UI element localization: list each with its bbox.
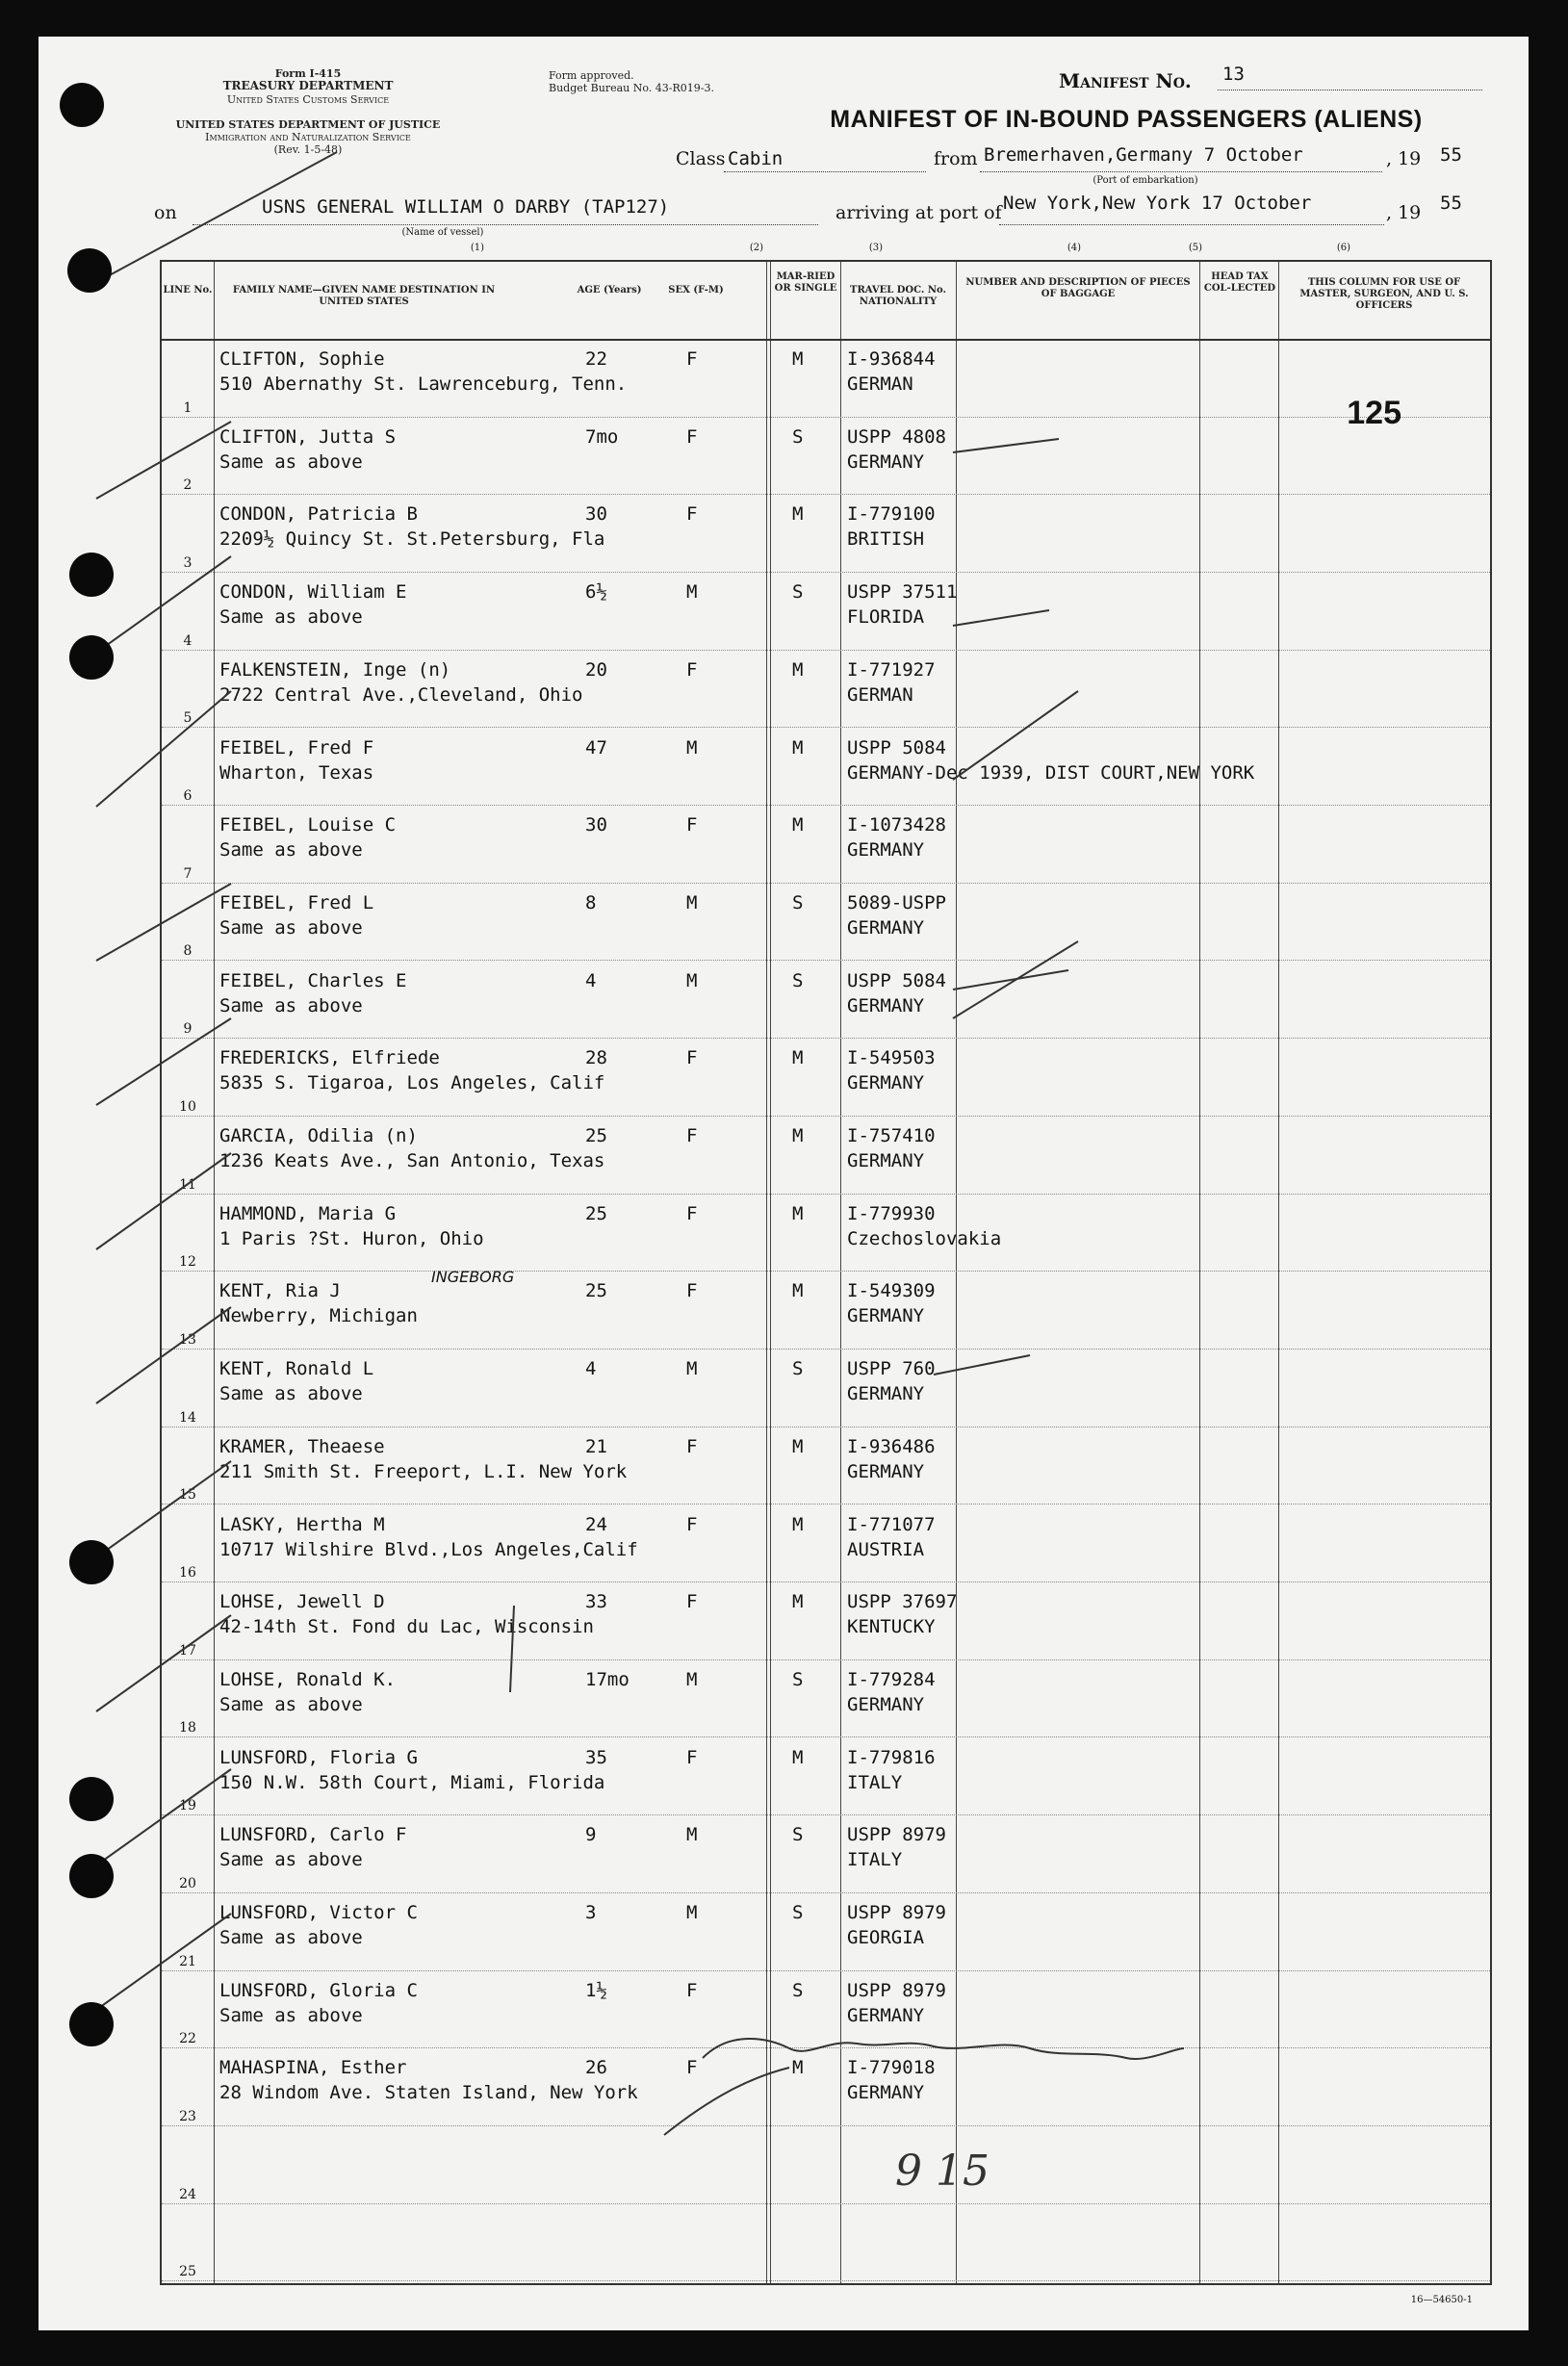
- cell-doc: I-1073428: [847, 814, 946, 836]
- cell-age: 17mo: [585, 1668, 630, 1690]
- cell-age: 4: [585, 1358, 597, 1380]
- year-prefix-1: , 19: [1386, 148, 1422, 169]
- cell-ms: M: [792, 1125, 804, 1146]
- class-value: Cabin: [728, 148, 784, 169]
- line-number: 21: [179, 1953, 196, 1969]
- cell-age: 9: [585, 1824, 597, 1846]
- line-number: 3: [183, 554, 193, 571]
- cell-name: FALKENSTEIN, Inge (n): [219, 658, 451, 681]
- cell-doc: USPP 5084: [847, 969, 946, 991]
- year-2: 55: [1440, 193, 1462, 214]
- cell-age: 20: [585, 658, 607, 681]
- handwritten-total: 9 15: [895, 2147, 990, 2196]
- budget-label: Budget Bureau No. 43-R019-3.: [549, 82, 715, 94]
- binder-hole: [60, 83, 104, 127]
- cell-doc: USPP 4808: [847, 425, 946, 448]
- cell-dest: 5835 S. Tigaroa, Los Angeles, Calif: [219, 1072, 605, 1094]
- cell-age: 22: [585, 348, 607, 370]
- cell-name: CLIFTON, Jutta S: [219, 425, 397, 448]
- cell-age: 33: [585, 1591, 607, 1613]
- cell-dest: Same as above: [219, 1383, 363, 1405]
- cell-sex: M: [686, 1902, 698, 1923]
- cell-sex: M: [686, 1358, 698, 1380]
- cell-ms: M: [792, 348, 804, 370]
- manifest-number: 13: [1222, 64, 1245, 85]
- cell-nat: GERMANY-Dec 1939, DIST COURT,NEW YORK: [847, 761, 1255, 784]
- cell-nat: GERMANY: [847, 1150, 925, 1171]
- cell-name: LOHSE, Jewell D: [219, 1591, 385, 1613]
- cell-doc: I-936486: [847, 1435, 936, 1457]
- line-number: 5: [183, 710, 193, 727]
- cell-doc: I-549309: [847, 1280, 936, 1302]
- binder-hole: [67, 248, 112, 293]
- cell-ms: M: [792, 2057, 804, 2079]
- arriving-label: arriving at port of: [835, 202, 1002, 223]
- line-number: 24: [179, 2186, 196, 2202]
- year-prefix-2: , 19: [1386, 202, 1422, 223]
- cell-ms: M: [792, 1047, 804, 1069]
- cell-dest: 42-14th St. Fond du Lac, Wisconsin: [219, 1616, 594, 1638]
- justice-label: UNITED STATES DEPARTMENT OF JUSTICE: [175, 118, 441, 131]
- cell-age: 6½: [585, 581, 607, 604]
- cell-name: LUNSFORD, Floria G: [219, 1746, 418, 1768]
- cell-name: GARCIA, Odilia (n): [219, 1125, 418, 1146]
- cell-sex: F: [686, 1047, 698, 1069]
- cell-sex: F: [686, 2057, 698, 2079]
- cell-age: 25: [585, 1125, 607, 1146]
- cell-age: 25: [585, 1280, 607, 1302]
- cell-name: LOHSE, Ronald K.: [219, 1668, 397, 1690]
- cell-dest: Same as above: [219, 606, 363, 629]
- cell-name: HAMMOND, Maria G: [219, 1202, 397, 1224]
- revision-label: (Rev. 1-5-48): [273, 143, 343, 156]
- binder-hole: [69, 635, 114, 680]
- cell-sex: F: [686, 1125, 698, 1146]
- col-married-header: MAR-RIED OR SINGLE: [774, 271, 837, 294]
- cell-nat: GERMANY: [847, 994, 925, 1016]
- cell-name: LUNSFORD, Gloria C: [219, 1979, 418, 2001]
- line-number: 13: [179, 1331, 196, 1348]
- cell-nat: GERMANY: [847, 839, 925, 862]
- cell-age: 25: [585, 1202, 607, 1224]
- cell-dest: Same as above: [219, 1693, 363, 1715]
- cell-age: 26: [585, 2057, 607, 2079]
- cell-doc: I-779816: [847, 1746, 936, 1768]
- cell-doc: USPP 8979: [847, 1824, 946, 1846]
- col-age-header: AGE (Years): [577, 285, 642, 296]
- cell-dest: 10717 Wilshire Blvd.,Los Angeles,Calif: [219, 1538, 638, 1560]
- line-number: 19: [179, 1798, 196, 1814]
- cell-sex: F: [686, 658, 698, 681]
- line-number: 8: [183, 943, 193, 960]
- cell-nat: GERMANY: [847, 1305, 925, 1327]
- manifest-sheet: [39, 37, 1529, 2330]
- vessel-name: USNS GENERAL WILLIAM O DARBY (TAP127): [262, 196, 670, 218]
- col-num-1: (1): [470, 243, 485, 253]
- cell-sex: M: [686, 891, 698, 913]
- cell-ms: S: [792, 1902, 804, 1923]
- cell-ms: M: [792, 736, 804, 759]
- cell-dest: Same as above: [219, 839, 363, 862]
- cell-nat: BRITISH: [847, 528, 925, 551]
- cell-doc: I-779100: [847, 503, 936, 526]
- customs-label: United States Customs Service: [226, 93, 390, 106]
- cell-doc: USPP 760: [847, 1358, 936, 1380]
- cell-doc: I-757410: [847, 1125, 936, 1146]
- cell-sex: M: [686, 1824, 698, 1846]
- cell-sex: M: [686, 969, 698, 991]
- cell-dest: Same as above: [219, 450, 363, 473]
- cell-ms: M: [792, 658, 804, 681]
- cell-dest: Same as above: [219, 994, 363, 1016]
- cell-ms: M: [792, 1746, 804, 1768]
- from-label: from: [934, 148, 978, 169]
- cell-dest: Same as above: [219, 1849, 363, 1871]
- form-number: Form I-415: [274, 67, 342, 80]
- cell-name: LASKY, Hertha M: [219, 1513, 385, 1535]
- handwritten-marks: [39, 37, 1529, 2330]
- cell-name: MAHASPINA, Esther: [219, 2057, 407, 2079]
- cell-sex: M: [686, 736, 698, 759]
- cell-nat: GERMANY: [847, 916, 925, 939]
- cell-doc: USPP 37511: [847, 581, 958, 604]
- cell-doc: USPP 8979: [847, 1979, 946, 2001]
- col-name-header: FAMILY NAME—GIVEN NAME DESTINATION IN UNITED STATES: [232, 285, 496, 307]
- binder-hole: [69, 1854, 114, 1898]
- cell-nat: GERMAN: [847, 683, 913, 706]
- cell-nat: GERMANY: [847, 450, 925, 473]
- line-number: 6: [183, 788, 193, 804]
- cell-ms: M: [792, 1513, 804, 1535]
- col-headtax-header: HEAD TAX COL-LECTED: [1203, 271, 1276, 294]
- line-number: 12: [179, 1254, 196, 1271]
- col-num-3: (3): [868, 243, 884, 253]
- cell-sex: F: [686, 1202, 698, 1224]
- cell-dest: Same as above: [219, 1927, 363, 1948]
- cell-doc: I-771927: [847, 658, 936, 681]
- cell-sex: F: [686, 425, 698, 448]
- line-number: 2: [183, 477, 193, 494]
- line-number: 22: [179, 2031, 196, 2047]
- line-number: 15: [179, 1487, 196, 1504]
- cell-dest: 510 Abernathy St. Lawrenceburg, Tenn.: [219, 373, 628, 395]
- line-number: 25: [179, 2264, 196, 2280]
- cell-doc: I-549503: [847, 1047, 936, 1069]
- cell-doc: USPP 37697: [847, 1591, 958, 1613]
- cell-sex: F: [686, 1979, 698, 2001]
- cell-sex: F: [686, 1435, 698, 1457]
- manifest-no-label: Manifest No.: [1059, 69, 1192, 92]
- cell-name: FEIBEL, Charles E: [219, 969, 407, 991]
- cell-name: CONDON, William E: [219, 581, 407, 604]
- year-1: 55: [1440, 144, 1462, 166]
- cell-age: 4: [585, 969, 597, 991]
- cell-nat: GERMAN: [847, 373, 913, 395]
- line-number: 11: [179, 1176, 196, 1193]
- cell-sex: F: [686, 1280, 698, 1302]
- col-sex-header: SEX (F-M): [668, 285, 724, 296]
- cell-sex: F: [686, 1591, 698, 1613]
- cell-name: FEIBEL, Fred F: [219, 736, 374, 759]
- manifest-title: MANIFEST OF IN-BOUND PASSENGERS (ALIENS): [830, 106, 1423, 133]
- cell-nat: ITALY: [847, 1771, 903, 1793]
- cell-doc: I-779018: [847, 2057, 936, 2079]
- cell-age: 24: [585, 1513, 607, 1535]
- line-number: 20: [179, 1875, 196, 1891]
- cell-dest: 211 Smith St. Freeport, L.I. New York: [219, 1460, 628, 1482]
- line-number: 18: [179, 1720, 196, 1736]
- handwritten-note: INGEBORG: [431, 1268, 515, 1287]
- cell-age: 30: [585, 503, 607, 526]
- footer-code: 16—54650-1: [1410, 2295, 1473, 2305]
- line-number: 17: [179, 1642, 196, 1659]
- cell-dest: 2722 Central Ave.,Cleveland, Ohio: [219, 683, 583, 706]
- cell-nat: ITALY: [847, 1849, 903, 1871]
- cell-nat: GERMANY: [847, 2082, 925, 2104]
- cell-name: KRAMER, Theaese: [219, 1435, 385, 1457]
- cell-ms: M: [792, 1591, 804, 1613]
- col-travel-header: TRAVEL DOC. No. NATIONALITY: [850, 285, 946, 307]
- cell-ms: S: [792, 1824, 804, 1846]
- cell-sex: F: [686, 814, 698, 836]
- cell-doc: I-779930: [847, 1202, 936, 1224]
- line-number: 7: [183, 865, 193, 882]
- col-num-4: (4): [1067, 243, 1082, 253]
- cell-age: 1½: [585, 1979, 607, 2001]
- cell-doc: I-936844: [847, 348, 936, 370]
- cell-doc: USPP 8979: [847, 1902, 946, 1923]
- line-number: 4: [183, 632, 193, 649]
- embarkation-value: Bremerhaven,Germany 7 October: [984, 144, 1303, 166]
- line-number: 23: [179, 2108, 196, 2124]
- cell-doc: USPP 5084: [847, 736, 946, 759]
- cell-age: 28: [585, 1047, 607, 1069]
- cell-age: 8: [585, 891, 597, 913]
- cell-name: KENT, Ria J: [219, 1280, 341, 1302]
- cell-dest: Same as above: [219, 2004, 363, 2026]
- cell-dest: Newberry, Michigan: [219, 1305, 418, 1327]
- cell-sex: M: [686, 581, 698, 604]
- binder-hole: [69, 1540, 114, 1584]
- cell-nat: GERMANY: [847, 1383, 925, 1405]
- cell-name: FEIBEL, Louise C: [219, 814, 397, 836]
- cell-doc: I-771077: [847, 1513, 936, 1535]
- col-officers-header: THIS COLUMN FOR USE OF MASTER, SURGEON, AND U. S. OFFICERS: [1299, 277, 1469, 311]
- col-num-6: (6): [1336, 243, 1351, 253]
- binder-hole: [69, 2002, 114, 2046]
- line-number: 10: [179, 1098, 196, 1115]
- treasury-label: TREASURY DEPARTMENT: [222, 79, 394, 92]
- cell-ms: S: [792, 1979, 804, 2001]
- cell-sex: M: [686, 1668, 698, 1690]
- cell-name: CLIFTON, Sophie: [219, 348, 385, 370]
- cell-sex: F: [686, 503, 698, 526]
- cell-sex: F: [686, 1513, 698, 1535]
- cell-age: 21: [585, 1435, 607, 1457]
- cell-sex: F: [686, 1746, 698, 1768]
- line-number: 1: [183, 399, 193, 416]
- cell-dest: 2209½ Quincy St. St.Petersburg, Fla: [219, 528, 605, 551]
- port-embarkation-caption: (Port of embarkation): [1092, 175, 1198, 186]
- form-approved-label: Form approved.: [549, 69, 634, 82]
- cell-nat: Czechoslovakia: [847, 1227, 1002, 1249]
- cell-doc: I-779284: [847, 1668, 936, 1690]
- cell-nat: GERMANY: [847, 1460, 925, 1482]
- vessel-caption: (Name of vessel): [401, 227, 484, 238]
- cell-ms: M: [792, 1202, 804, 1224]
- cell-dest: 1 Paris ?St. Huron, Ohio: [219, 1227, 484, 1249]
- cell-nat: AUSTRIA: [847, 1538, 925, 1560]
- cell-ms: M: [792, 814, 804, 836]
- cell-ms: M: [792, 503, 804, 526]
- line-number: 9: [183, 1021, 193, 1038]
- cell-ms: S: [792, 891, 804, 913]
- cell-name: LUNSFORD, Carlo F: [219, 1824, 407, 1846]
- cell-age: 7mo: [585, 425, 619, 448]
- cell-age: 35: [585, 1746, 607, 1768]
- cell-nat: FLORIDA: [847, 606, 925, 629]
- cell-nat: GEORGIA: [847, 1927, 925, 1948]
- col-num-2: (2): [749, 243, 764, 253]
- cell-ms: S: [792, 581, 804, 604]
- cell-ms: M: [792, 1280, 804, 1302]
- binder-hole: [69, 553, 114, 597]
- binder-hole: [69, 1777, 114, 1821]
- arrival-port-value: New York,New York 17 October: [1003, 193, 1312, 214]
- immigration-label: Immigration and Naturalization Service: [205, 131, 411, 143]
- cell-ms: S: [792, 425, 804, 448]
- cell-ms: S: [792, 969, 804, 991]
- class-label: Class: [676, 148, 726, 169]
- line-number: 14: [179, 1409, 196, 1426]
- col-line-header: LINE No.: [163, 285, 213, 296]
- cell-ms: S: [792, 1358, 804, 1380]
- cell-sex: F: [686, 348, 698, 370]
- cell-ms: M: [792, 1435, 804, 1457]
- cell-ms: S: [792, 1668, 804, 1690]
- cell-dest: Same as above: [219, 916, 363, 939]
- line-number: 16: [179, 1565, 196, 1581]
- cell-name: FREDERICKS, Elfriede: [219, 1047, 440, 1069]
- cell-nat: GERMANY: [847, 1693, 925, 1715]
- cell-name: CONDON, Patricia B: [219, 503, 418, 526]
- cell-doc: 5089-USPP: [847, 891, 946, 913]
- officer-stamp-number: 125: [1347, 395, 1401, 431]
- on-label: on: [154, 202, 177, 223]
- col-num-5: (5): [1188, 243, 1203, 253]
- cell-nat: KENTUCKY: [847, 1616, 936, 1638]
- col-baggage-header: NUMBER AND DESCRIPTION OF PIECES OF BAGGAGE: [965, 277, 1191, 299]
- cell-name: LUNSFORD, Victor C: [219, 1902, 418, 1923]
- cell-age: 3: [585, 1902, 597, 1923]
- cell-age: 30: [585, 814, 607, 836]
- cell-dest: 28 Windom Ave. Staten Island, New York: [219, 2082, 638, 2104]
- cell-name: KENT, Ronald L: [219, 1358, 374, 1380]
- cell-age: 47: [585, 736, 607, 759]
- cell-dest: 150 N.W. 58th Court, Miami, Florida: [219, 1771, 605, 1793]
- cell-dest: Wharton, Texas: [219, 761, 374, 784]
- cell-dest: 1236 Keats Ave., San Antonio, Texas: [219, 1150, 605, 1171]
- cell-name: FEIBEL, Fred L: [219, 891, 374, 913]
- cell-nat: GERMANY: [847, 1072, 925, 1094]
- cell-nat: GERMANY: [847, 2004, 925, 2026]
